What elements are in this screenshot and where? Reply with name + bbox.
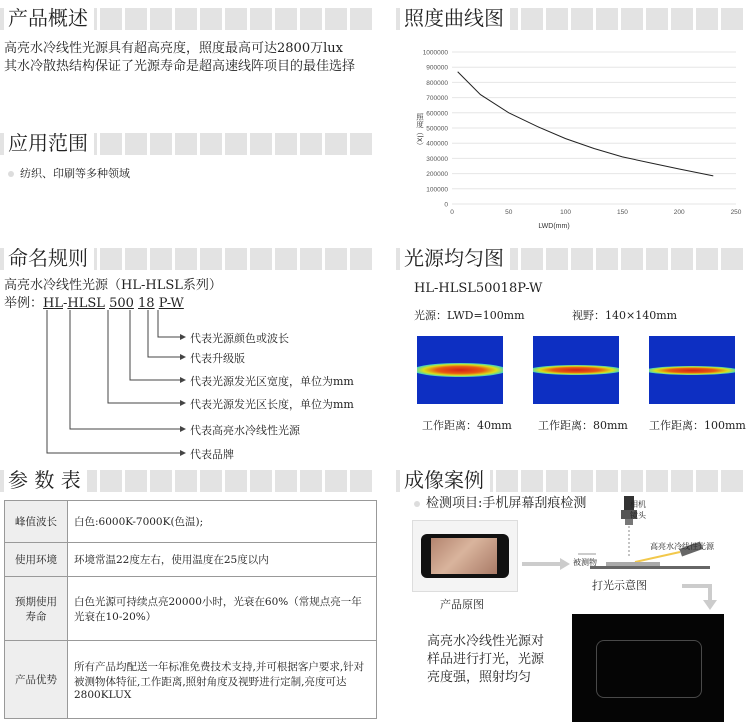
part-color: P-W	[158, 296, 184, 311]
param-value: 所有产品均配送一年标准免费技术支持,并可根据客户要求,针对被测物体特征,工作距离,照射角度及视野进行定制,亮度可达2800KLUX	[68, 641, 377, 719]
x-tick-label: 50	[505, 209, 513, 216]
part-dash: -	[63, 296, 68, 311]
part-brand: HL	[43, 296, 63, 311]
x-tick-label: 150	[616, 209, 628, 216]
overview-title: 产品概述	[4, 5, 94, 31]
illuminance-header	[396, 8, 746, 30]
imaging-result	[572, 614, 724, 722]
lens-label: 镜头	[630, 511, 646, 520]
case-item-text: 检测项目:手机屏幕刮痕检测	[426, 496, 587, 511]
x-tick-label: 0	[450, 209, 454, 216]
example-prefix: 举例：	[4, 296, 44, 311]
x-tick-label: 250	[730, 209, 742, 216]
params-header	[0, 470, 372, 492]
y-tick-label: 200000	[426, 171, 448, 179]
uniformity-source: 光源：LWD=100mm	[414, 309, 525, 322]
param-key: 产品优势	[5, 641, 68, 719]
heatmap-40mm	[417, 336, 503, 404]
diagram-label: 打光示意图	[592, 579, 647, 592]
desc-length: 代表光源发光区长度，单位为mm	[190, 398, 354, 411]
bullet-icon	[414, 501, 420, 507]
application-item-text: 纺织、印刷等多种领域	[20, 167, 130, 180]
y-tick-label: 100000	[426, 186, 448, 194]
camera-label: 相机	[630, 500, 646, 509]
naming-series-title: 高亮水冷线性光源（HL-HLSL系列）	[4, 278, 222, 293]
y-tick-label: 500000	[426, 125, 448, 133]
overview-header	[0, 8, 372, 30]
param-key: 峰值波长	[5, 501, 68, 543]
desc-upgrade: 代表升级版	[190, 352, 245, 365]
application-item	[8, 165, 130, 182]
phone-outline	[596, 640, 702, 698]
param-key: 预期使用寿命	[5, 577, 68, 641]
y-axis-label: 照度（lx）	[415, 113, 425, 150]
desc-brand: 代表品牌	[190, 448, 234, 461]
heatmap-80mm	[533, 336, 619, 404]
uniformity-model: HL-HLSL50018P-W	[414, 281, 543, 296]
desc-series: 代表高亮水冷线性光源	[190, 424, 300, 437]
table-row	[5, 501, 377, 543]
distance-40: 工作距离：40mm	[422, 419, 512, 432]
table-row	[5, 543, 377, 577]
product-label: 产品原图	[440, 598, 484, 611]
overview-line-2: 其水冷散热结构保证了光源寿命是超高速线阵项目的最佳选择	[4, 59, 356, 74]
x-tick-label: 100	[560, 209, 572, 216]
result-line-2: 样品进行打光，光源	[427, 652, 545, 667]
distance-80: 工作距离：80mm	[538, 419, 628, 432]
table-row	[5, 577, 377, 641]
heatmap-100mm	[649, 336, 735, 404]
part-width: 18	[138, 296, 155, 311]
arrow-down-icon	[682, 586, 710, 602]
y-tick-label: 700000	[426, 95, 448, 103]
arrows	[500, 540, 740, 610]
y-tick-label: 1000000	[422, 49, 448, 57]
y-tick-label: 900000	[426, 64, 448, 72]
phone-body	[421, 534, 509, 578]
param-value: 环境常温22度左右，使用温度在25度以内	[68, 543, 377, 577]
light-label: 高亮水冷线性光源	[650, 542, 714, 551]
y-tick-label: 400000	[426, 140, 448, 148]
x-axis-label: LWD(mm)	[538, 223, 570, 230]
uniformity-header	[396, 248, 746, 270]
arrow-down-head-icon	[703, 600, 717, 610]
naming-header	[0, 248, 372, 270]
illuminance-chart	[396, 40, 746, 230]
cases-title: 成像案例	[400, 467, 490, 493]
series-line	[458, 72, 714, 176]
application-header	[0, 133, 372, 155]
params-table	[4, 500, 377, 719]
uniformity-title: 光源均匀图	[400, 245, 510, 271]
arrow-right-head-icon	[560, 558, 570, 570]
x-tick-label: 200	[673, 209, 685, 216]
naming-title: 命名规则	[4, 245, 94, 271]
part-series: HLSL	[67, 296, 105, 311]
result-line-3: 亮度强，照射均匀	[427, 670, 532, 685]
object-label: 被测物	[573, 558, 597, 567]
desc-width: 代表光源发光区宽度，单位为mm	[190, 375, 354, 388]
desc-color: 代表光源颜色或波长	[190, 332, 289, 345]
param-value: 白色:6000K-7000K(色温);	[68, 501, 377, 543]
table-row	[5, 641, 377, 719]
part-length: 500	[109, 296, 134, 311]
cases-header	[396, 470, 746, 492]
params-title: 参 数 表	[4, 467, 87, 493]
uniformity-fov: 视野：140×140mm	[572, 309, 678, 322]
illuminance-title: 照度曲线图	[400, 5, 510, 31]
overview-line-1: 高亮水冷线性光源具有超高亮度，照度最高可达2800万lux	[4, 41, 343, 56]
bullet-icon	[8, 171, 14, 177]
param-value: 白色光源可持续点亮20000小时，光衰在60%（常规点亮一年光衰在10-20%）	[68, 577, 377, 641]
y-tick-label: 300000	[426, 155, 448, 163]
y-tick-label: 800000	[426, 79, 448, 87]
phone-screen	[431, 538, 497, 574]
y-tick-label: 0	[444, 201, 448, 209]
param-key: 使用环境	[5, 543, 68, 577]
application-title: 应用范围	[4, 130, 94, 156]
result-line-1: 高亮水冷线性光源对	[427, 634, 545, 649]
distance-100: 工作距离：100mm	[649, 419, 746, 432]
y-tick-label: 600000	[426, 110, 448, 118]
